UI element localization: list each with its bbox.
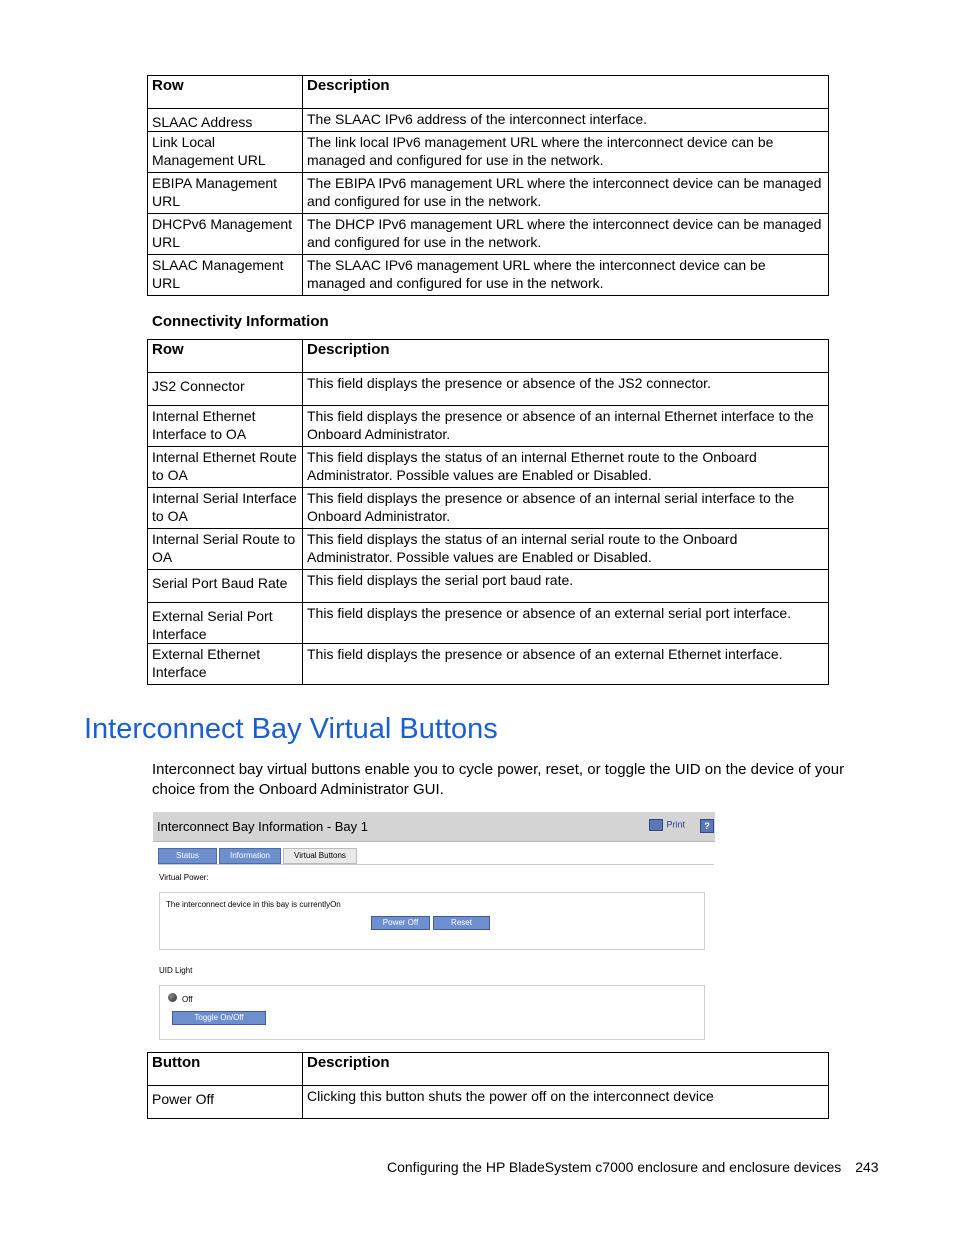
uid-light-label: UID Light xyxy=(159,966,193,975)
row-name: EBIPA Management URL xyxy=(148,173,303,214)
uid-light-panel xyxy=(159,985,705,1040)
table-row xyxy=(148,570,829,603)
row-description: This field displays the presence or absence of an internal serial interface to the Onboard Administrator. xyxy=(303,488,829,529)
row-name: DHCPv6 Management URL xyxy=(148,214,303,255)
row-name: Internal Serial Route to OA xyxy=(148,529,303,570)
row-description: This field displays the presence or absence of an external serial port interface. xyxy=(303,603,829,644)
row-name: SLAAC Management URL xyxy=(148,255,303,296)
row-name: Serial Port Baud Rate xyxy=(148,570,303,603)
virtual-power-label: Virtual Power: xyxy=(159,873,209,882)
row-name: External Ethernet Interface xyxy=(148,644,303,685)
gui-screenshot xyxy=(153,812,715,1042)
print-label: Print xyxy=(666,819,685,830)
table-header-row xyxy=(148,1053,829,1086)
row-description: This field displays the serial port baud rate. xyxy=(303,570,829,603)
row-description: The SLAAC IPv6 address of the interconnect interface. xyxy=(303,109,829,132)
table-row xyxy=(148,447,829,488)
table-ipv6-urls xyxy=(147,75,829,296)
row-name: SLAAC Address xyxy=(148,109,303,132)
table-row xyxy=(148,529,829,570)
header-row: Row xyxy=(148,340,303,373)
row-name: External Serial Port Interface xyxy=(148,603,303,644)
section-heading: Interconnect Bay Virtual Buttons xyxy=(84,713,498,745)
table-header-row xyxy=(148,340,829,373)
header-description: Description xyxy=(303,340,829,373)
print-link[interactable] xyxy=(649,819,685,831)
reset-button[interactable]: Reset xyxy=(433,916,490,930)
tab-information[interactable]: Information xyxy=(219,848,281,864)
row-description: The link local IPv6 management URL where the interconnect device can be managed and configured for use in the network. xyxy=(303,132,829,173)
table-row xyxy=(148,373,829,406)
row-name: Internal Ethernet Interface to OA xyxy=(148,406,303,447)
table-row xyxy=(148,132,829,173)
page-number: 243 xyxy=(855,1159,879,1175)
row-description: Clicking this button shuts the power off on the interconnect device xyxy=(303,1086,829,1119)
table-row xyxy=(148,488,829,529)
table-connectivity xyxy=(147,339,829,685)
table-row xyxy=(148,603,829,644)
row-description: The DHCP IPv6 management URL where the interconnect device can be managed and configured for use in the network. xyxy=(303,214,829,255)
table-row xyxy=(148,173,829,214)
virtual-power-panel xyxy=(159,892,705,950)
tab-status[interactable]: Status xyxy=(158,848,217,864)
row-description: This field displays the presence or absence of an external Ethernet interface. xyxy=(303,644,829,685)
gui-title-bar xyxy=(153,812,715,842)
row-name: Power Off xyxy=(148,1086,303,1119)
page-footer xyxy=(387,1159,879,1175)
toggle-uid-button[interactable]: Toggle On/Off xyxy=(172,1011,266,1025)
tab-divider xyxy=(158,864,714,865)
row-description: This field displays the presence or absence of an internal Ethernet interface to the Onboard Administrator. xyxy=(303,406,829,447)
footer-text: Configuring the HP BladeSystem c7000 enclosure and enclosure devices xyxy=(387,1159,842,1175)
help-icon[interactable]: ? xyxy=(700,819,714,833)
printer-icon xyxy=(649,819,663,831)
tab-virtual-buttons[interactable]: Virtual Buttons xyxy=(283,848,357,864)
power-status-text: The interconnect device in this bay is currentlyOn xyxy=(166,900,341,909)
table-header-row xyxy=(148,76,829,109)
row-name: Internal Ethernet Route to OA xyxy=(148,447,303,488)
table-row xyxy=(148,214,829,255)
section-intro: Interconnect bay virtual buttons enable you to cycle power, reset, or toggle the UID on the device of your choice from the Onboard Administrator GUI. xyxy=(152,761,845,798)
power-off-button[interactable]: Power Off xyxy=(371,916,430,930)
table-caption: Connectivity Information xyxy=(152,313,329,330)
row-description: The SLAAC IPv6 management URL where the interconnect device can be managed and configured for use in the network. xyxy=(303,255,829,296)
table-row xyxy=(148,255,829,296)
gui-tab-bar xyxy=(158,848,359,864)
row-name: JS2 Connector xyxy=(148,373,303,406)
table-row xyxy=(148,644,829,685)
row-name: Internal Serial Interface to OA xyxy=(148,488,303,529)
table-buttons xyxy=(147,1052,829,1119)
header-row: Row xyxy=(148,76,303,109)
uid-indicator-icon xyxy=(168,993,177,1002)
row-name: Link Local Management URL xyxy=(148,132,303,173)
table-row xyxy=(148,406,829,447)
table-row xyxy=(148,109,829,132)
row-description: This field displays the status of an internal Ethernet route to the Onboard Administrator. Possible values are Enabled or Disabled. xyxy=(303,447,829,488)
header-description: Description xyxy=(303,1053,829,1086)
row-description: This field displays the presence or absence of the JS2 connector. xyxy=(303,373,829,406)
row-description: This field displays the status of an internal serial route to the Onboard Administrator. Possible values are Enabled or Disabled. xyxy=(303,529,829,570)
header-description: Description xyxy=(303,76,829,109)
table-row xyxy=(148,1086,829,1119)
gui-title: Interconnect Bay Information - Bay 1 xyxy=(157,819,368,834)
header-button: Button xyxy=(148,1053,303,1086)
uid-state-text: Off xyxy=(182,995,193,1004)
row-description: The EBIPA IPv6 management URL where the interconnect device can be managed and configured for use in the network. xyxy=(303,173,829,214)
